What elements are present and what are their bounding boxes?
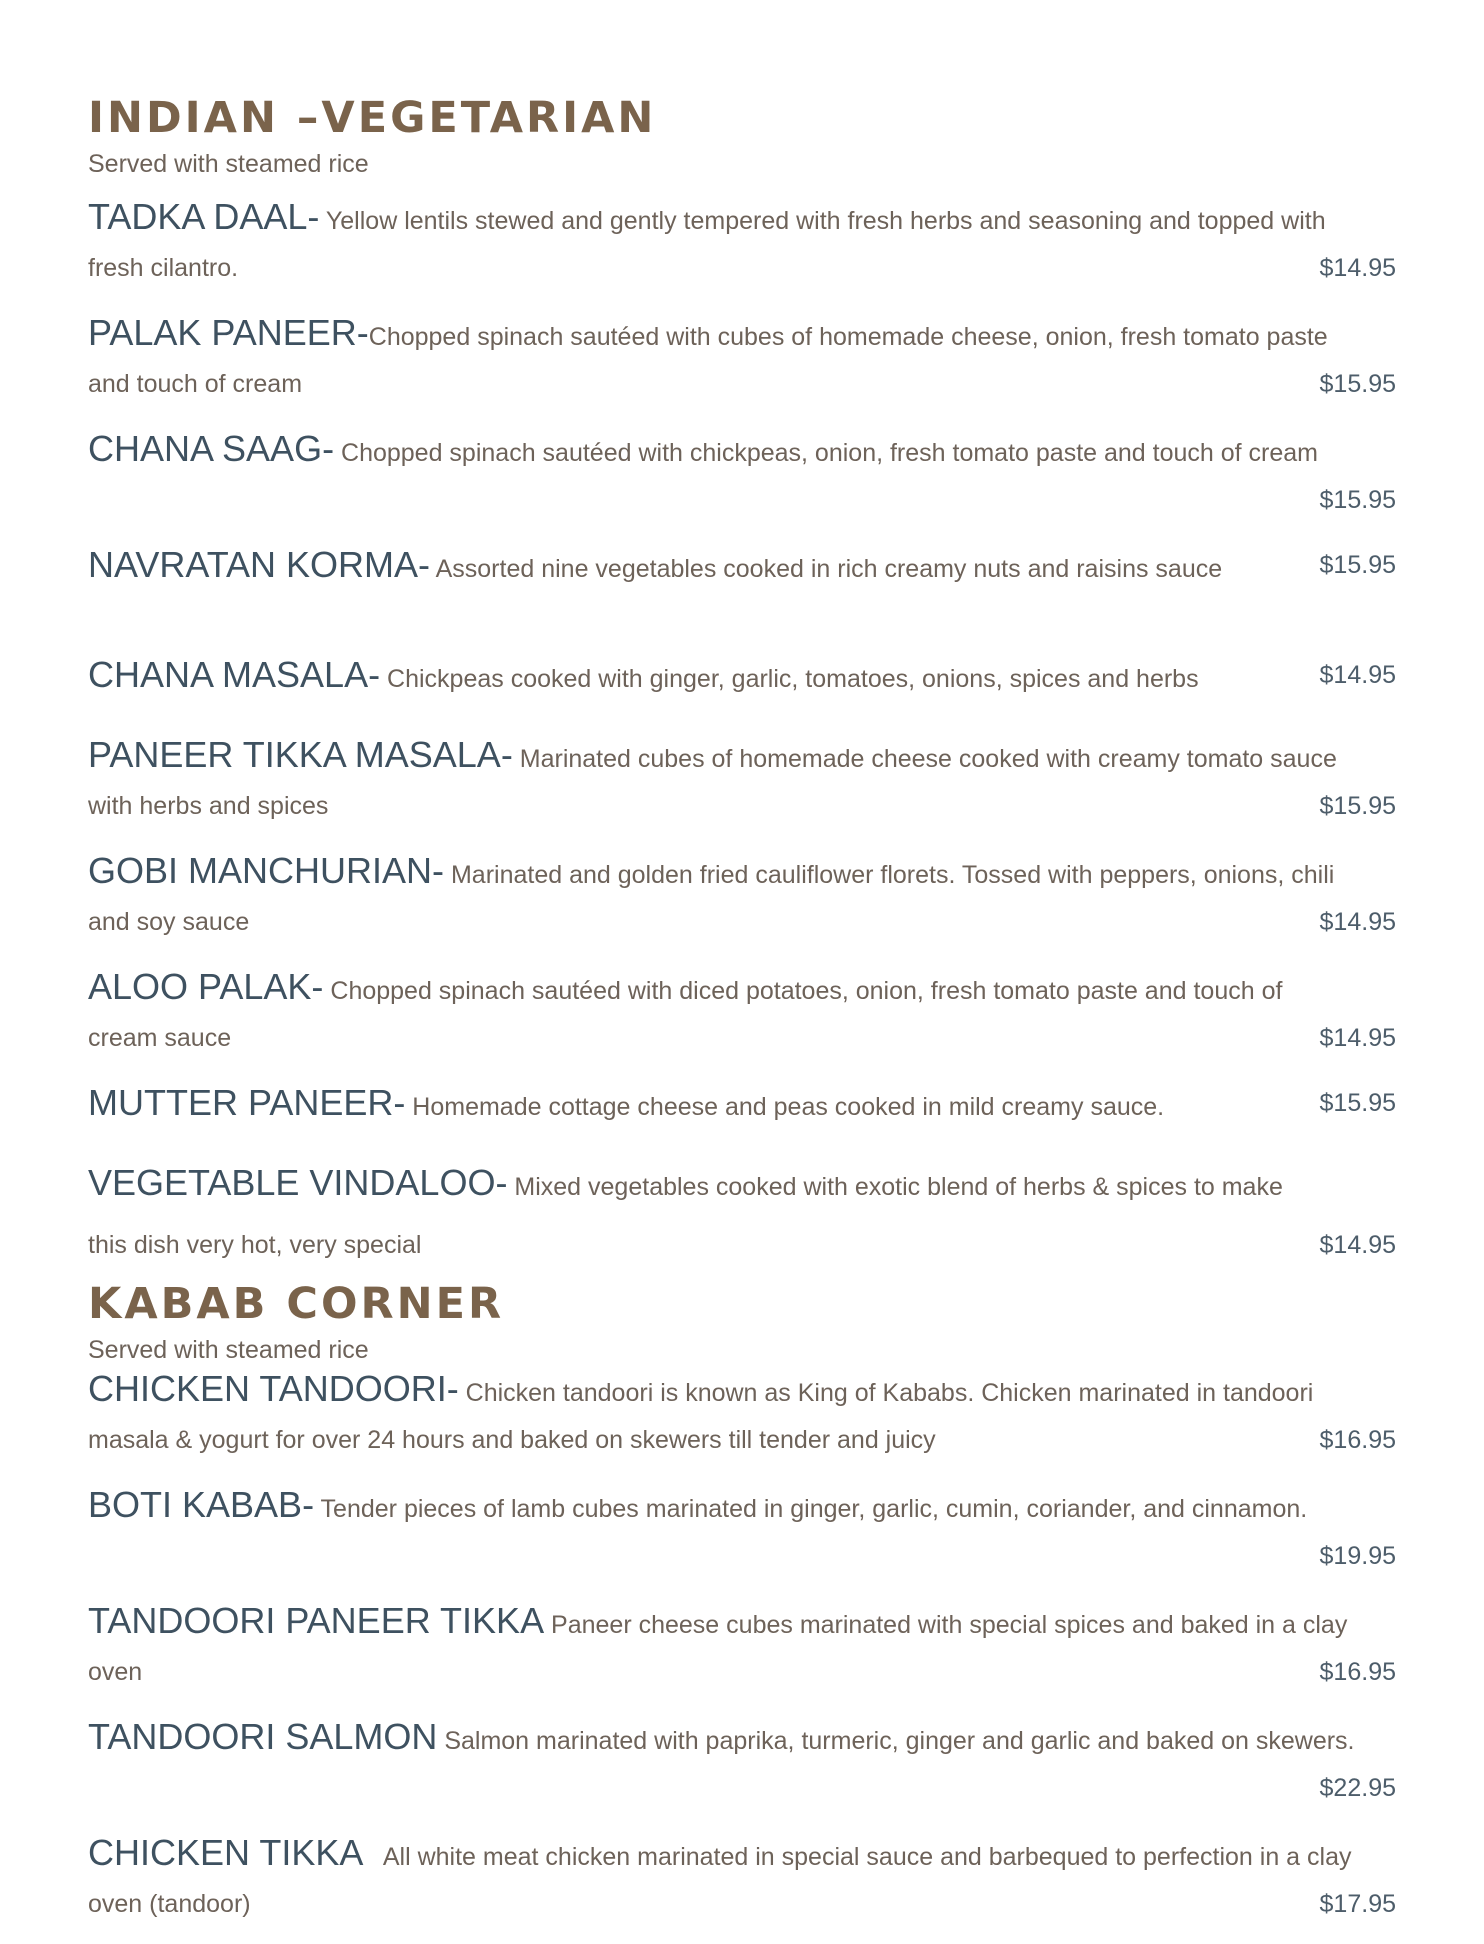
- item-description: Yellow lentils stewed and gently tempered with fresh herbs and seasoning and topped with: [319, 207, 1326, 235]
- menu-item-tandoori-salmon: [88, 1712, 1396, 1806]
- item-description-cont: masala & yogurt for over 24 hours and baked on skewers till tender and juicy: [88, 1426, 936, 1454]
- item-price: $15.95: [1319, 1089, 1396, 1117]
- menu-item-tadka-daal: [88, 192, 1396, 286]
- item-description-cont: oven (tandoor): [88, 1890, 251, 1918]
- item-description: Chicken tandoori is known as King of Kababs. Chicken marinated in tandoori: [458, 1379, 1314, 1407]
- item-description: Chopped spinach sautéed with chickpeas, onion, fresh tomato paste and touch of cream: [334, 439, 1318, 467]
- item-description-cont: with herbs and spices: [88, 792, 329, 820]
- menu-item-aloo-palak: [88, 962, 1396, 1056]
- menu-item-boti-kabab: [88, 1480, 1396, 1574]
- section-indian-vegetarian: [88, 90, 1396, 1268]
- section-title: INDIAN –VEGETARIAN: [88, 93, 657, 143]
- item-name: ALOO PALAK-: [88, 966, 324, 1007]
- menu-page: [88, 90, 1396, 1944]
- item-description-cont: this dish very hot, very special: [88, 1231, 422, 1259]
- menu-item-vegetable-vindaloo: [88, 1158, 1396, 1268]
- item-price: $14.95: [1319, 1024, 1396, 1052]
- item-price: $16.95: [1319, 1658, 1396, 1686]
- item-name: TADKA DAAL-: [88, 196, 320, 237]
- item-name: CHANA SAAG-: [88, 428, 335, 469]
- item-description: Tender pieces of lamb cubes marinated in ginger, garlic, cumin, coriander, and cinnamon.: [314, 1495, 1308, 1523]
- item-description: Marinated and golden fried cauliflower florets. Tossed with peppers, onions, chili: [444, 861, 1335, 889]
- item-description: Chopped spinach sautéed with cubes of homemade cheese, onion, fresh tomato paste: [368, 323, 1328, 351]
- item-price: $22.95: [1319, 1774, 1396, 1802]
- item-description: Salmon marinated with paprika, turmeric, ginger and garlic and baked on skewers.: [437, 1727, 1355, 1755]
- item-name: CHICKEN TANDOORI-: [88, 1368, 459, 1409]
- item-description: Marinated cubes of homemade cheese cooked with creamy tomato sauce: [512, 745, 1337, 773]
- item-description: All white meat chicken marinated in special sauce and barbequed to perfection in a clay: [363, 1843, 1352, 1871]
- item-description-cont: and touch of cream: [88, 370, 303, 398]
- item-name: PALAK PANEER-: [88, 312, 369, 353]
- item-description: Mixed vegetables cooked with exotic blend of herbs & spices to make: [507, 1173, 1283, 1201]
- item-price: $15.95: [1319, 551, 1396, 579]
- menu-item-palak-paneer: [88, 308, 1396, 402]
- item-name: PANEER TIKKA MASALA-: [88, 734, 513, 775]
- item-name: GOBI MANCHURIAN-: [88, 850, 445, 891]
- menu-item-chana-masala: [88, 650, 1396, 708]
- menu-item-chicken-tikka: [88, 1828, 1396, 1922]
- section-subtitle: Served with steamed rice: [88, 150, 369, 178]
- menu-item-tandoori-paneer-tikka: [88, 1596, 1396, 1690]
- item-description-cont: oven: [88, 1658, 143, 1686]
- section-subtitle: Served with steamed rice: [88, 1336, 369, 1364]
- item-price: $14.95: [1319, 254, 1396, 282]
- menu-item-gobi-manchurian: [88, 846, 1396, 940]
- item-price: $15.95: [1319, 370, 1396, 398]
- item-name: VEGETABLE VINDALOO-: [88, 1162, 508, 1203]
- menu-item-chana-saag: [88, 424, 1396, 518]
- item-name: NAVRATAN KORMA-: [88, 544, 431, 585]
- item-description: Chickpeas cooked with ginger, garlic, tomatoes, onions, spices and herbs: [380, 665, 1199, 693]
- item-price: $17.95: [1319, 1890, 1396, 1918]
- item-description: Paneer cheese cubes marinated with special spices and baked in a clay: [544, 1611, 1348, 1639]
- item-description-cont: and soy sauce: [88, 908, 250, 936]
- item-description: Assorted nine vegetables cooked in rich creamy nuts and raisins sauce: [430, 555, 1223, 583]
- menu-item-mutter-paneer: [88, 1078, 1396, 1136]
- item-name: CHANA MASALA-: [88, 654, 381, 695]
- item-price: $15.95: [1319, 792, 1396, 820]
- item-name: CHICKEN TIKKA: [88, 1832, 364, 1873]
- item-price: $15.95: [1319, 486, 1396, 514]
- item-price: $16.95: [1319, 1426, 1396, 1454]
- section-title: KABAB CORNER: [88, 1279, 505, 1329]
- item-description: Homemade cottage cheese and peas cooked in mild creamy sauce.: [405, 1093, 1165, 1121]
- item-description: Chopped spinach sautéed with diced potatoes, onion, fresh tomato paste and touch of: [323, 977, 1283, 1005]
- item-name: TANDOORI PANEER TIKKA: [88, 1600, 545, 1641]
- item-price: $14.95: [1319, 908, 1396, 936]
- menu-item-navratan-korma: [88, 540, 1396, 598]
- item-price: $14.95: [1319, 1231, 1396, 1259]
- item-price: $19.95: [1319, 1542, 1396, 1570]
- menu-item-paneer-tikka-masala: [88, 730, 1396, 824]
- item-price: $14.95: [1319, 661, 1396, 689]
- item-name: BOTI KABAB-: [88, 1484, 315, 1525]
- section-kabab-corner: [88, 1276, 1396, 1922]
- item-description-cont: cream sauce: [88, 1024, 232, 1052]
- item-name: TANDOORI SALMON: [88, 1716, 438, 1757]
- item-name: MUTTER PANEER-: [88, 1082, 406, 1123]
- item-description-cont: fresh cilantro.: [88, 254, 239, 282]
- menu-item-chicken-tandoori: [88, 1364, 1396, 1458]
